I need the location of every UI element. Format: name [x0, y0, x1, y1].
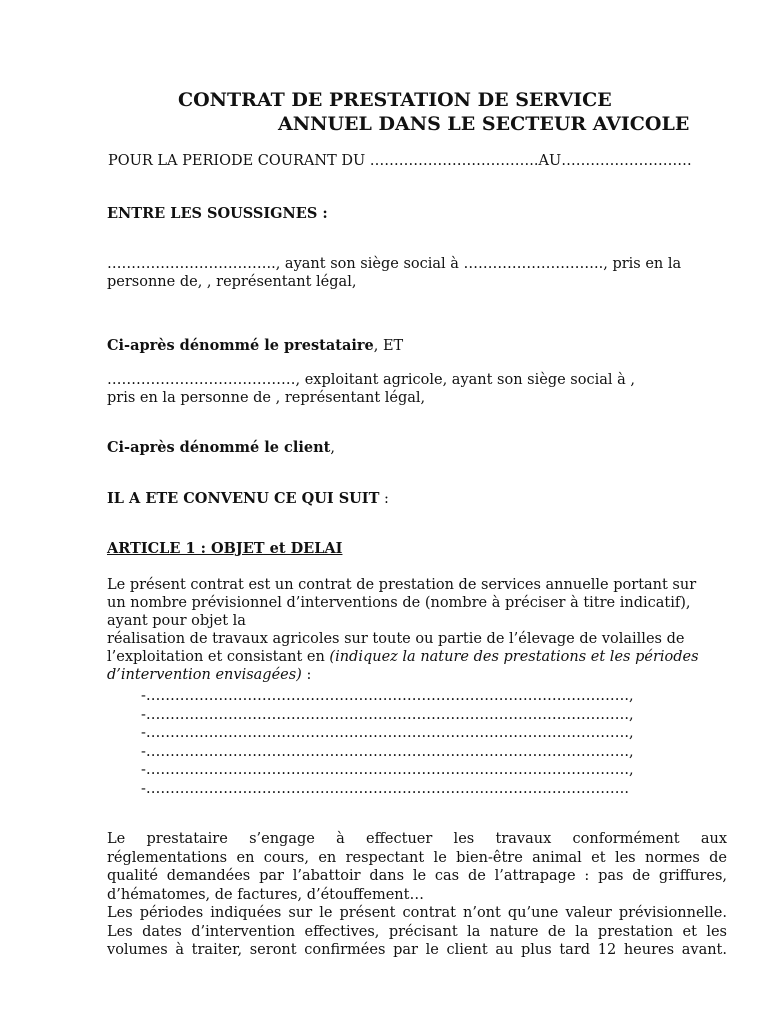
denomme-prestataire-rest: , ET	[373, 338, 404, 354]
para2-line: qualité demandées par l’abattoir dans le cas de l’attrapage : pas de griffures,	[107, 868, 727, 884]
article-1-para-3	[107, 904, 727, 960]
client-line-2: pris en la personne de , représentant légal,	[107, 390, 426, 406]
bullet-item: -……………………………………………………………………………………….	[141, 780, 630, 797]
para1-line-5	[107, 648, 699, 666]
entre-heading: ENTRE LES SOUSSIGNES :	[107, 205, 328, 222]
bullet-item: -……………………………………………………………………………………….,	[141, 725, 634, 741]
para3-line: Les dates d’intervention effectives, précisant la nature de la prestation et les	[107, 923, 727, 940]
para1-line-2: un nombre prévisionnel d’interventions de (nombre à préciser à titre indicatif),	[107, 595, 691, 611]
article-1-para-1	[107, 576, 699, 684]
article-1-heading: ARTICLE 1 : OBJET et DELAI	[107, 540, 343, 557]
para1-line-6	[107, 666, 699, 684]
prestataire-line-1: …………………………….., ayant son siège social à ……………………….., pris en la	[107, 256, 682, 272]
para1-line-6-plain: :	[301, 667, 312, 683]
denomme-prestataire-bold: Ci-après dénommé le prestataire	[107, 337, 374, 354]
title-line-2: ANNUEL DANS LE SECTEUR AVICOLE	[278, 113, 690, 135]
denomme-client-bold: Ci-après dénommé le client	[107, 439, 331, 456]
para3-line: volumes à traiter, seront confirmées par le client au plus tard 12 heures avant.	[107, 942, 727, 958]
convenu-rest: :	[379, 491, 389, 507]
denomme-prestataire	[107, 337, 403, 355]
article-1-para-2	[107, 830, 727, 904]
para1-line-6-italic: d’intervention envisagées)	[107, 667, 302, 683]
denomme-client	[107, 439, 335, 457]
para1-line-1: Le présent contrat est un contrat de prestation de services annuelle portant sur	[107, 577, 697, 593]
para3-line: Les périodes indiquées sur le présent contrat n’ont qu’une valeur prévisionnelle.	[107, 905, 727, 921]
bullet-item: -……………………………………………………………………………………….,	[141, 706, 634, 723]
para2-line: Le prestataire s’engage à effectuer les travaux conformément aux	[107, 831, 727, 847]
para1-line-5-plain: l’exploitation et consistant en	[107, 649, 330, 665]
prestation-bullet-list	[141, 687, 634, 798]
convenu-line	[107, 490, 389, 508]
bullet-item: -……………………………………………………………………………………….,	[141, 688, 634, 704]
client-line-1: …………………………………, exploitant agricole, ayant son siège social à ,	[107, 372, 635, 388]
period-line: POUR LA PERIODE COURANT DU ……………………………..AU………………………	[108, 153, 692, 169]
denomme-client-rest: ,	[330, 440, 335, 456]
para1-line-4: réalisation de travaux agricoles sur toute ou partie de l’élevage de volailles de	[107, 631, 685, 647]
para1-line-3: ayant pour objet la	[107, 613, 246, 629]
prestataire-line-2: personne de, , représentant légal,	[107, 274, 357, 290]
para1-line-5-italic: (indiquez la nature des prestations et les périodes	[329, 649, 699, 665]
bullet-item: -……………………………………………………………………………………….,	[141, 762, 634, 778]
bullet-item: -……………………………………………………………………………………….,	[141, 743, 634, 760]
para2-line: réglementations en cours, en respectant le bien-être animal et les normes de	[107, 849, 727, 866]
para2-line: d’hématomes, de factures, d’étouffement…	[107, 886, 424, 903]
title-line-1: CONTRAT DE PRESTATION DE SERVICE	[178, 89, 612, 111]
convenu-bold: IL A ETE CONVENU CE QUI SUIT	[107, 490, 380, 507]
